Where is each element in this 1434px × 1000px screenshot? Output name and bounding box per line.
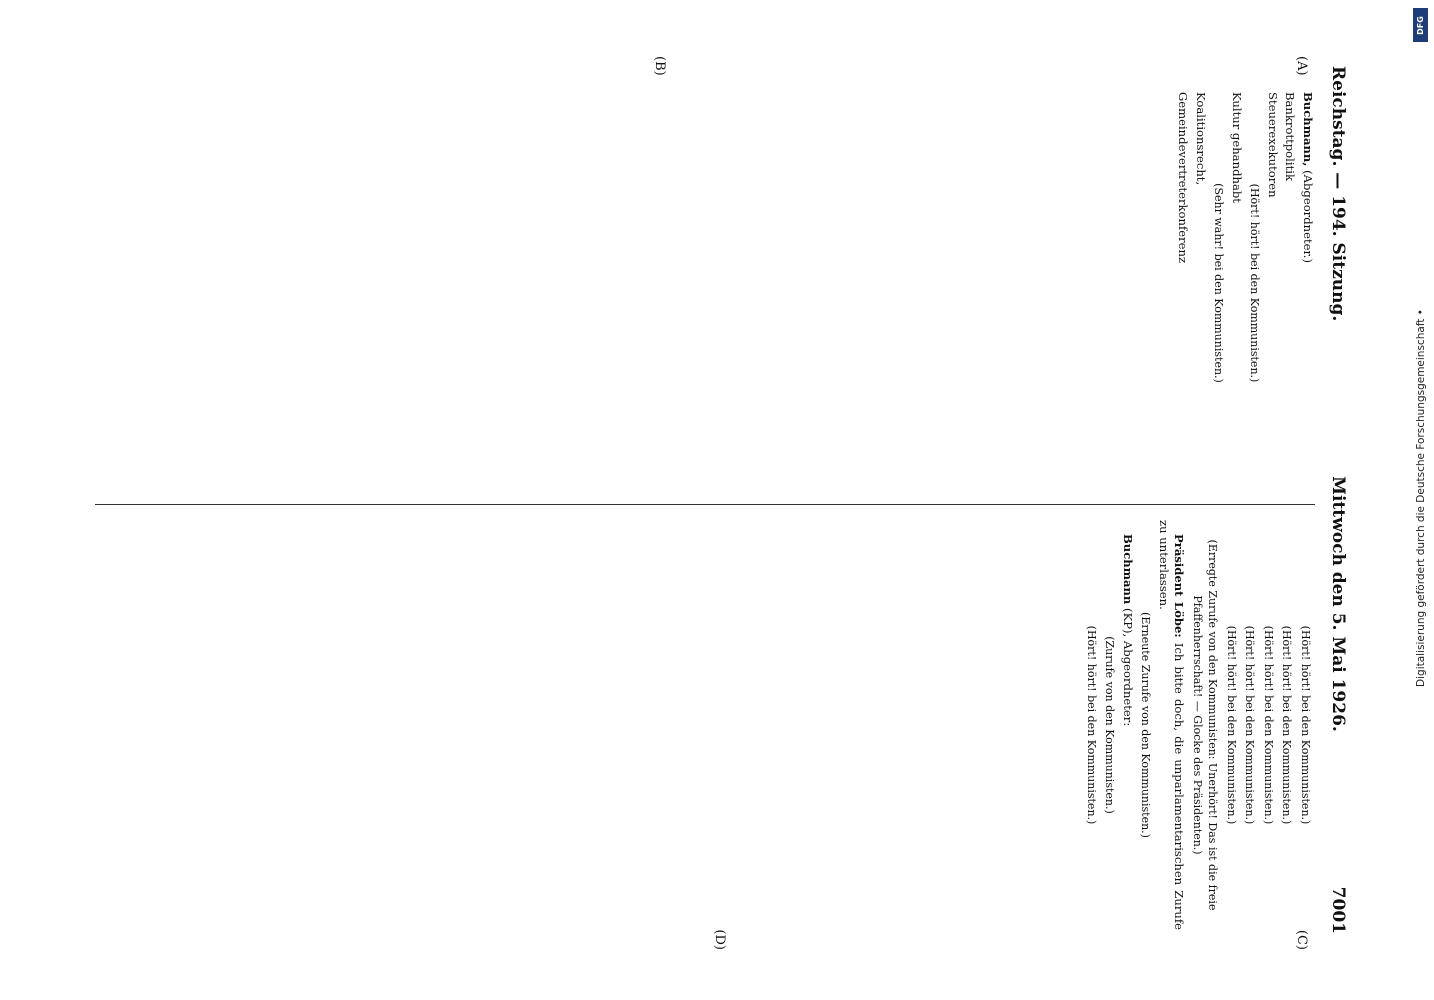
margin-mark-a: (A) [1294, 56, 1309, 76]
right-column [95, 520, 1315, 930]
interjection: (Zurufe von den Kommunisten.) [1103, 636, 1117, 814]
interjection: (Hört! hört! bei den Kommunisten.) [1280, 625, 1294, 825]
margin-mark-c: (C) [1294, 929, 1309, 950]
dfg-logo [1413, 8, 1428, 42]
dfg-logo-text: DFG [1416, 15, 1426, 35]
interjection: (Erregte Zurufe von den Kommunisten: Unerhört! Das ist die freie Pfaffenherrschaft! — Glocke des Präsidenten.) [1191, 539, 1220, 911]
paragraph: Koalitionsrecht, [1194, 92, 1208, 186]
interjection: (Hört! hört! bei den Kommunisten.) [1085, 625, 1098, 825]
page-number: 7001 [1328, 886, 1348, 934]
left-column-blocks [1175, 78, 1298, 488]
digitization-credit-text: Digitalisierung gefördert durch die Deutsche Forschungsgemeinschaft • [1415, 309, 1427, 687]
interjection: (Sehr wahr! bei den Kommunisten.) [1212, 183, 1226, 383]
speaker-name: Buchmann [1121, 534, 1135, 605]
speaker-paragraph [1120, 520, 1136, 930]
speaker-name: Präsident Löbe: [1172, 534, 1187, 638]
paragraph: Gemeindevertreterkonferenz [1176, 92, 1191, 264]
left-column [95, 78, 1315, 488]
interjection: (Hört! hört! bei den Kommunisten.) [1248, 183, 1262, 383]
speaker-text: (KP), Abgeordneter: [1121, 608, 1135, 727]
interjection: (Hört! hört! bei den Kommunisten.) [1262, 625, 1275, 825]
digitization-credit [1412, 6, 1430, 990]
column-divider [95, 504, 1315, 505]
interjection: (Hört! hört! bei den Kommunisten.) [1225, 625, 1238, 825]
speaker-role: (Abgeordneter.) [1301, 170, 1315, 263]
paragraph: Bankrottpolitik [1283, 92, 1298, 181]
right-column-blocks [1084, 520, 1314, 930]
speaker-paragraph [1156, 520, 1187, 930]
interjection: (Erneute Zurufe von den Kommunisten.) [1139, 612, 1153, 838]
document-page [67, 50, 1367, 950]
margin-mark-d: (D) [712, 929, 727, 950]
interjection: (Hört! hört! bei den Kommunisten.) [1299, 625, 1312, 825]
speaker-name: Buchmann, [1301, 92, 1315, 167]
paragraph: Steuerexekutoren [1266, 92, 1280, 198]
speaker-line [1300, 78, 1316, 488]
speaker-text: Ich bitte doch, die unparlamentarischen Zurufe zu unterlassen. [1157, 520, 1187, 930]
header-center: Mittwoch den 5. Mai 1926. [1328, 476, 1348, 732]
paragraph: Kultur gehandhabt [1230, 92, 1244, 203]
interjection: (Hört! hört! bei den Kommunisten.) [1243, 625, 1257, 825]
header-left: Reichstag. — 194. Sitzung. [1328, 66, 1348, 322]
margin-mark-b: (B) [652, 56, 667, 76]
page-header [1327, 66, 1349, 934]
